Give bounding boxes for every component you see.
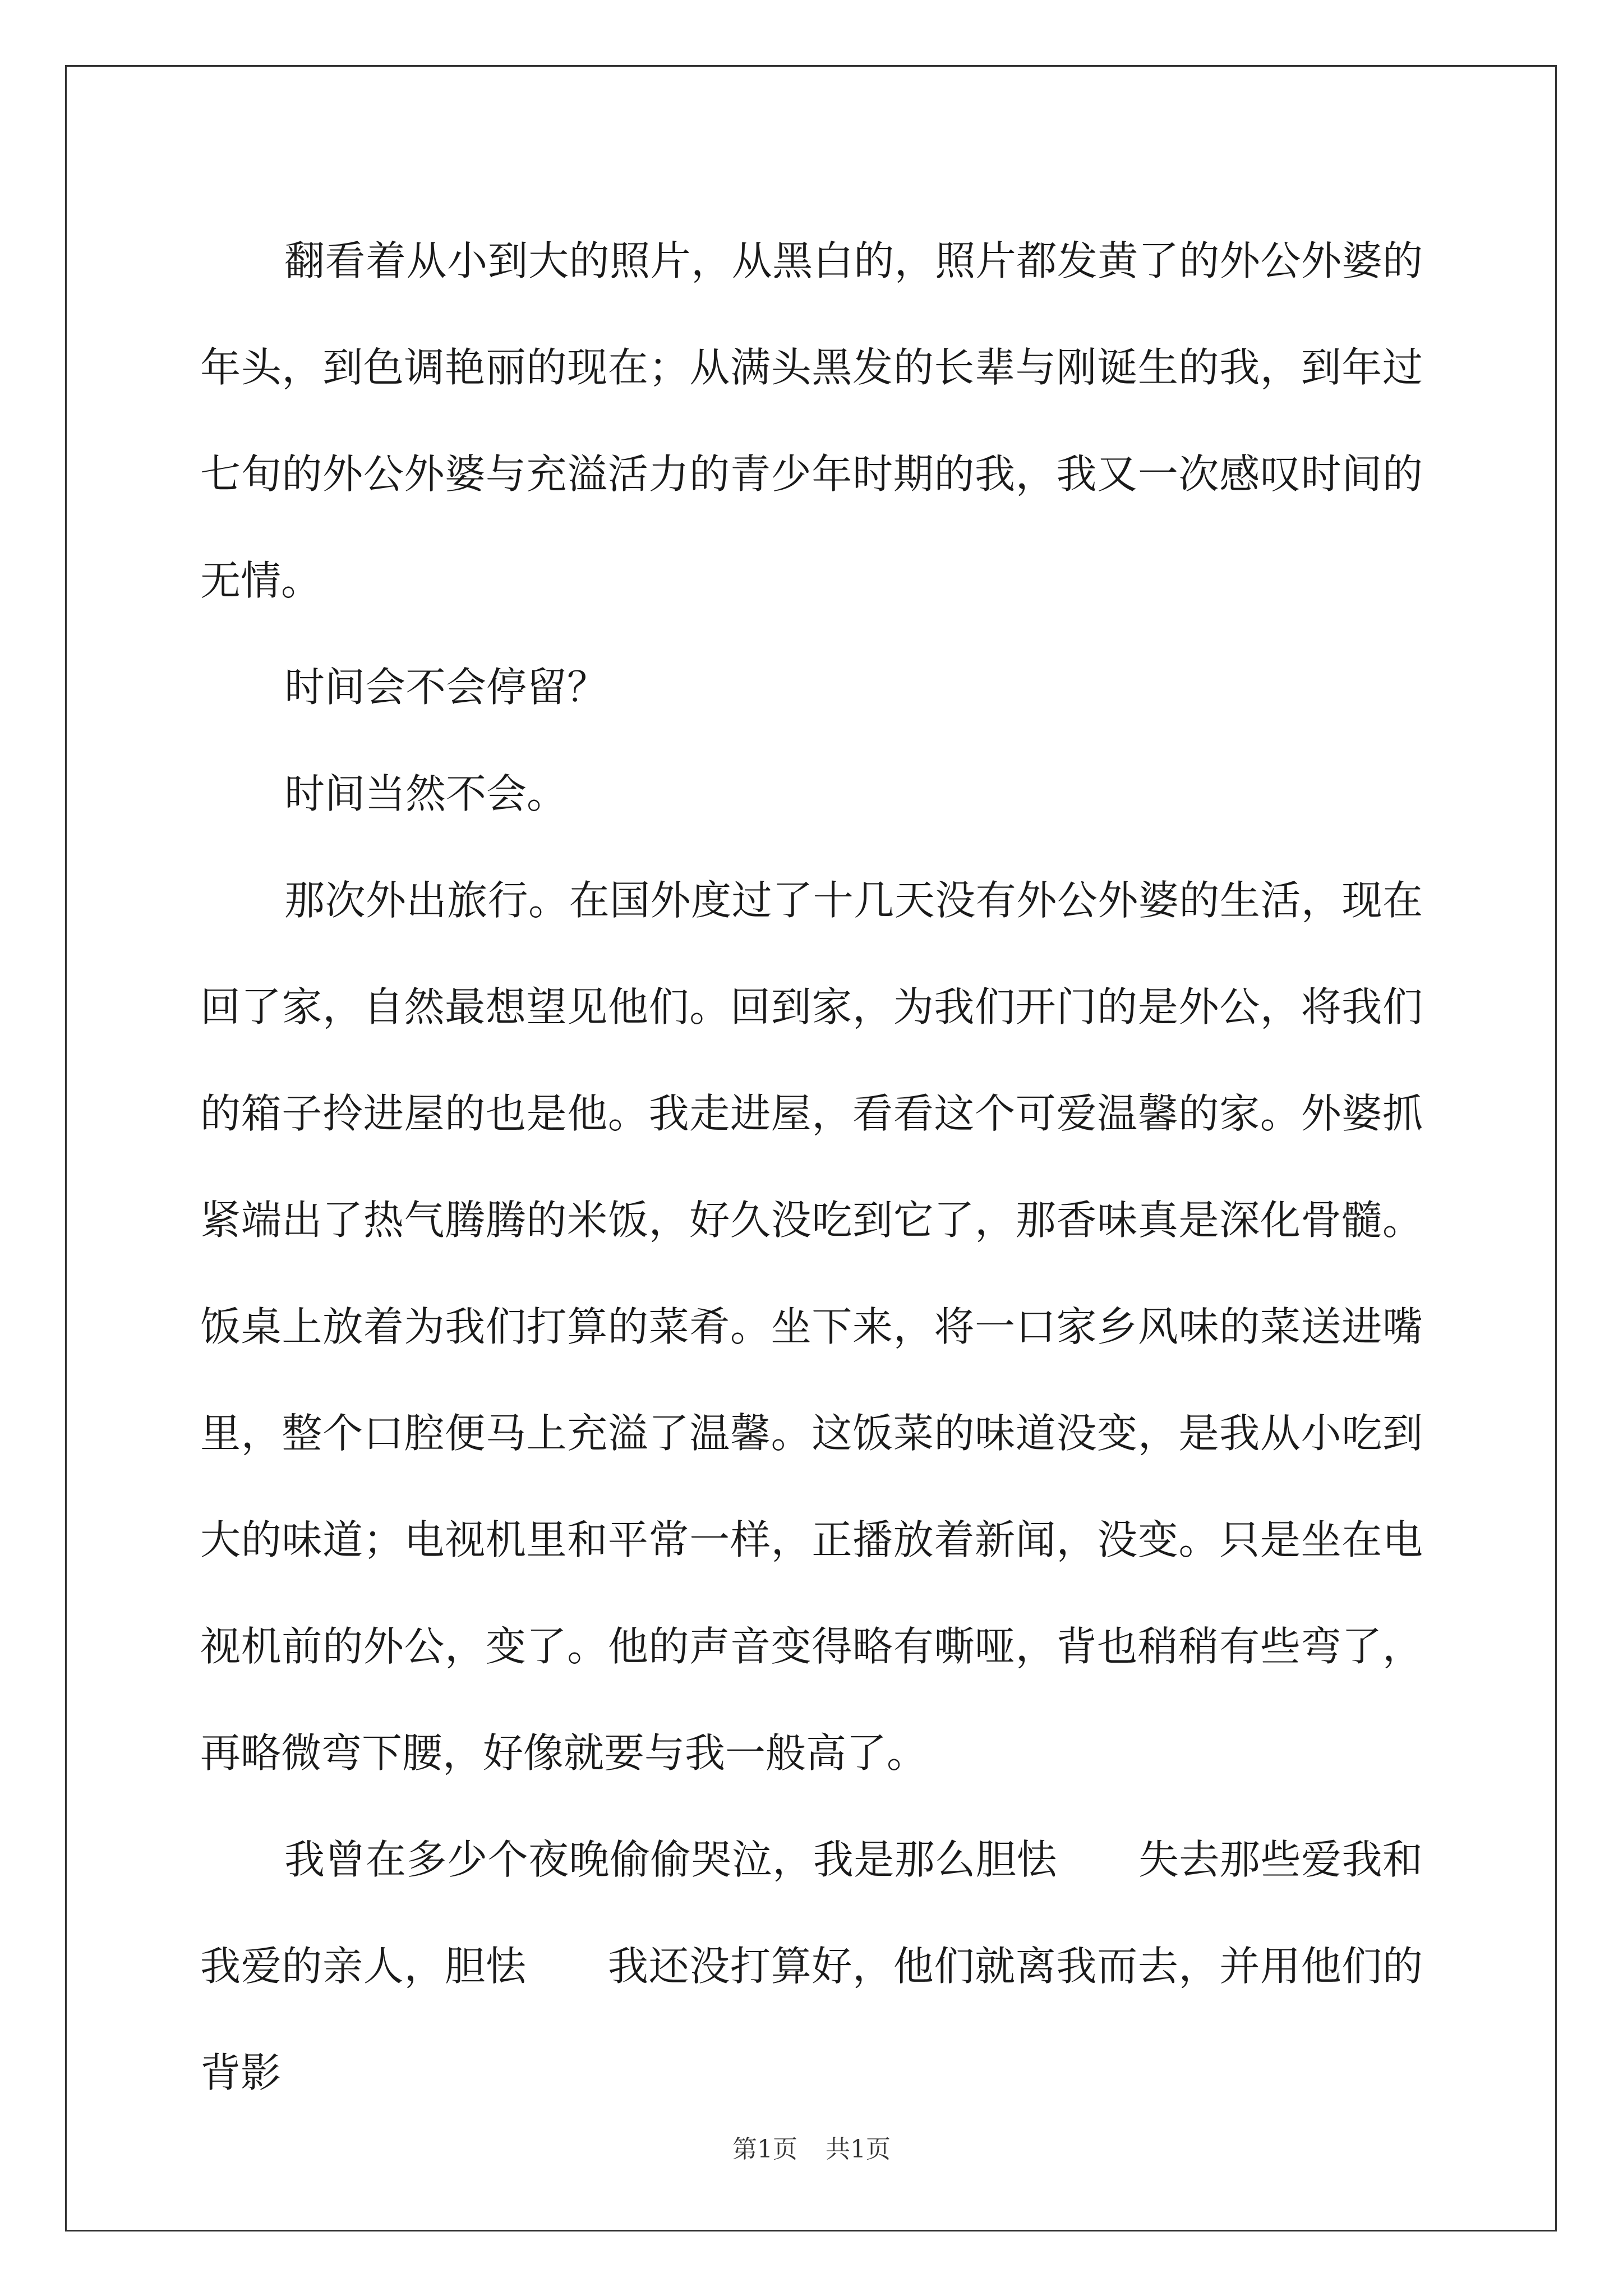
paragraph: 那次外出旅行。在国外度过了十几天没有外公外婆的生活，现在回了家，自然最想望见他们。回到家，为我们开门的是外公，将我们的箱子拎进屋的也是他。我走进屋，看看这个可爱温馨的家。外婆抓紧端出了热气腾腾的米饭，好久没吃到它了，那香味真是深化骨髓。饭桌上放着为我们打算的菜肴。坐下来，将一口家乡风味的菜送进嘴里，整个口腔便马上充溢了温馨。这饭菜的味道没变，是我从小吃到大的味道；电视机里和平常一样，正播放着新闻，没变。只是坐在电视机前的外公，变了。他的声音变得略有嘶哑，背也稍稍有些弯了，再略微弯下腰，好像就要与我一般高了。 — [200, 877, 1423, 1777]
document-body — [200, 208, 1423, 2126]
page-number-total: 共1页 — [826, 2135, 891, 2164]
page-footer — [0, 2129, 1623, 2165]
paragraph: 我曾在多少个夜晚偷偷哭泣，我是那么胆怯 失去那些爱我和我爱的亲人，胆怯 我还没打算好，他们就离我而去，并用他们的背影 — [200, 1836, 1423, 2096]
paragraph: 时间会不会停留？ — [284, 664, 608, 711]
page-number-current: 第1页 — [732, 2135, 797, 2164]
paragraph: 翻看着从小到大的照片，从黑白的，照片都发黄了的外公外婆的年头，到色调艳丽的现在；从满头黑发的长辈与刚诞生的我，到年过七旬的外公外婆与充溢活力的青少年时期的我，我又一次感叹时间的无情。 — [200, 237, 1423, 604]
paragraph: 时间当然不会。 — [284, 770, 568, 817]
